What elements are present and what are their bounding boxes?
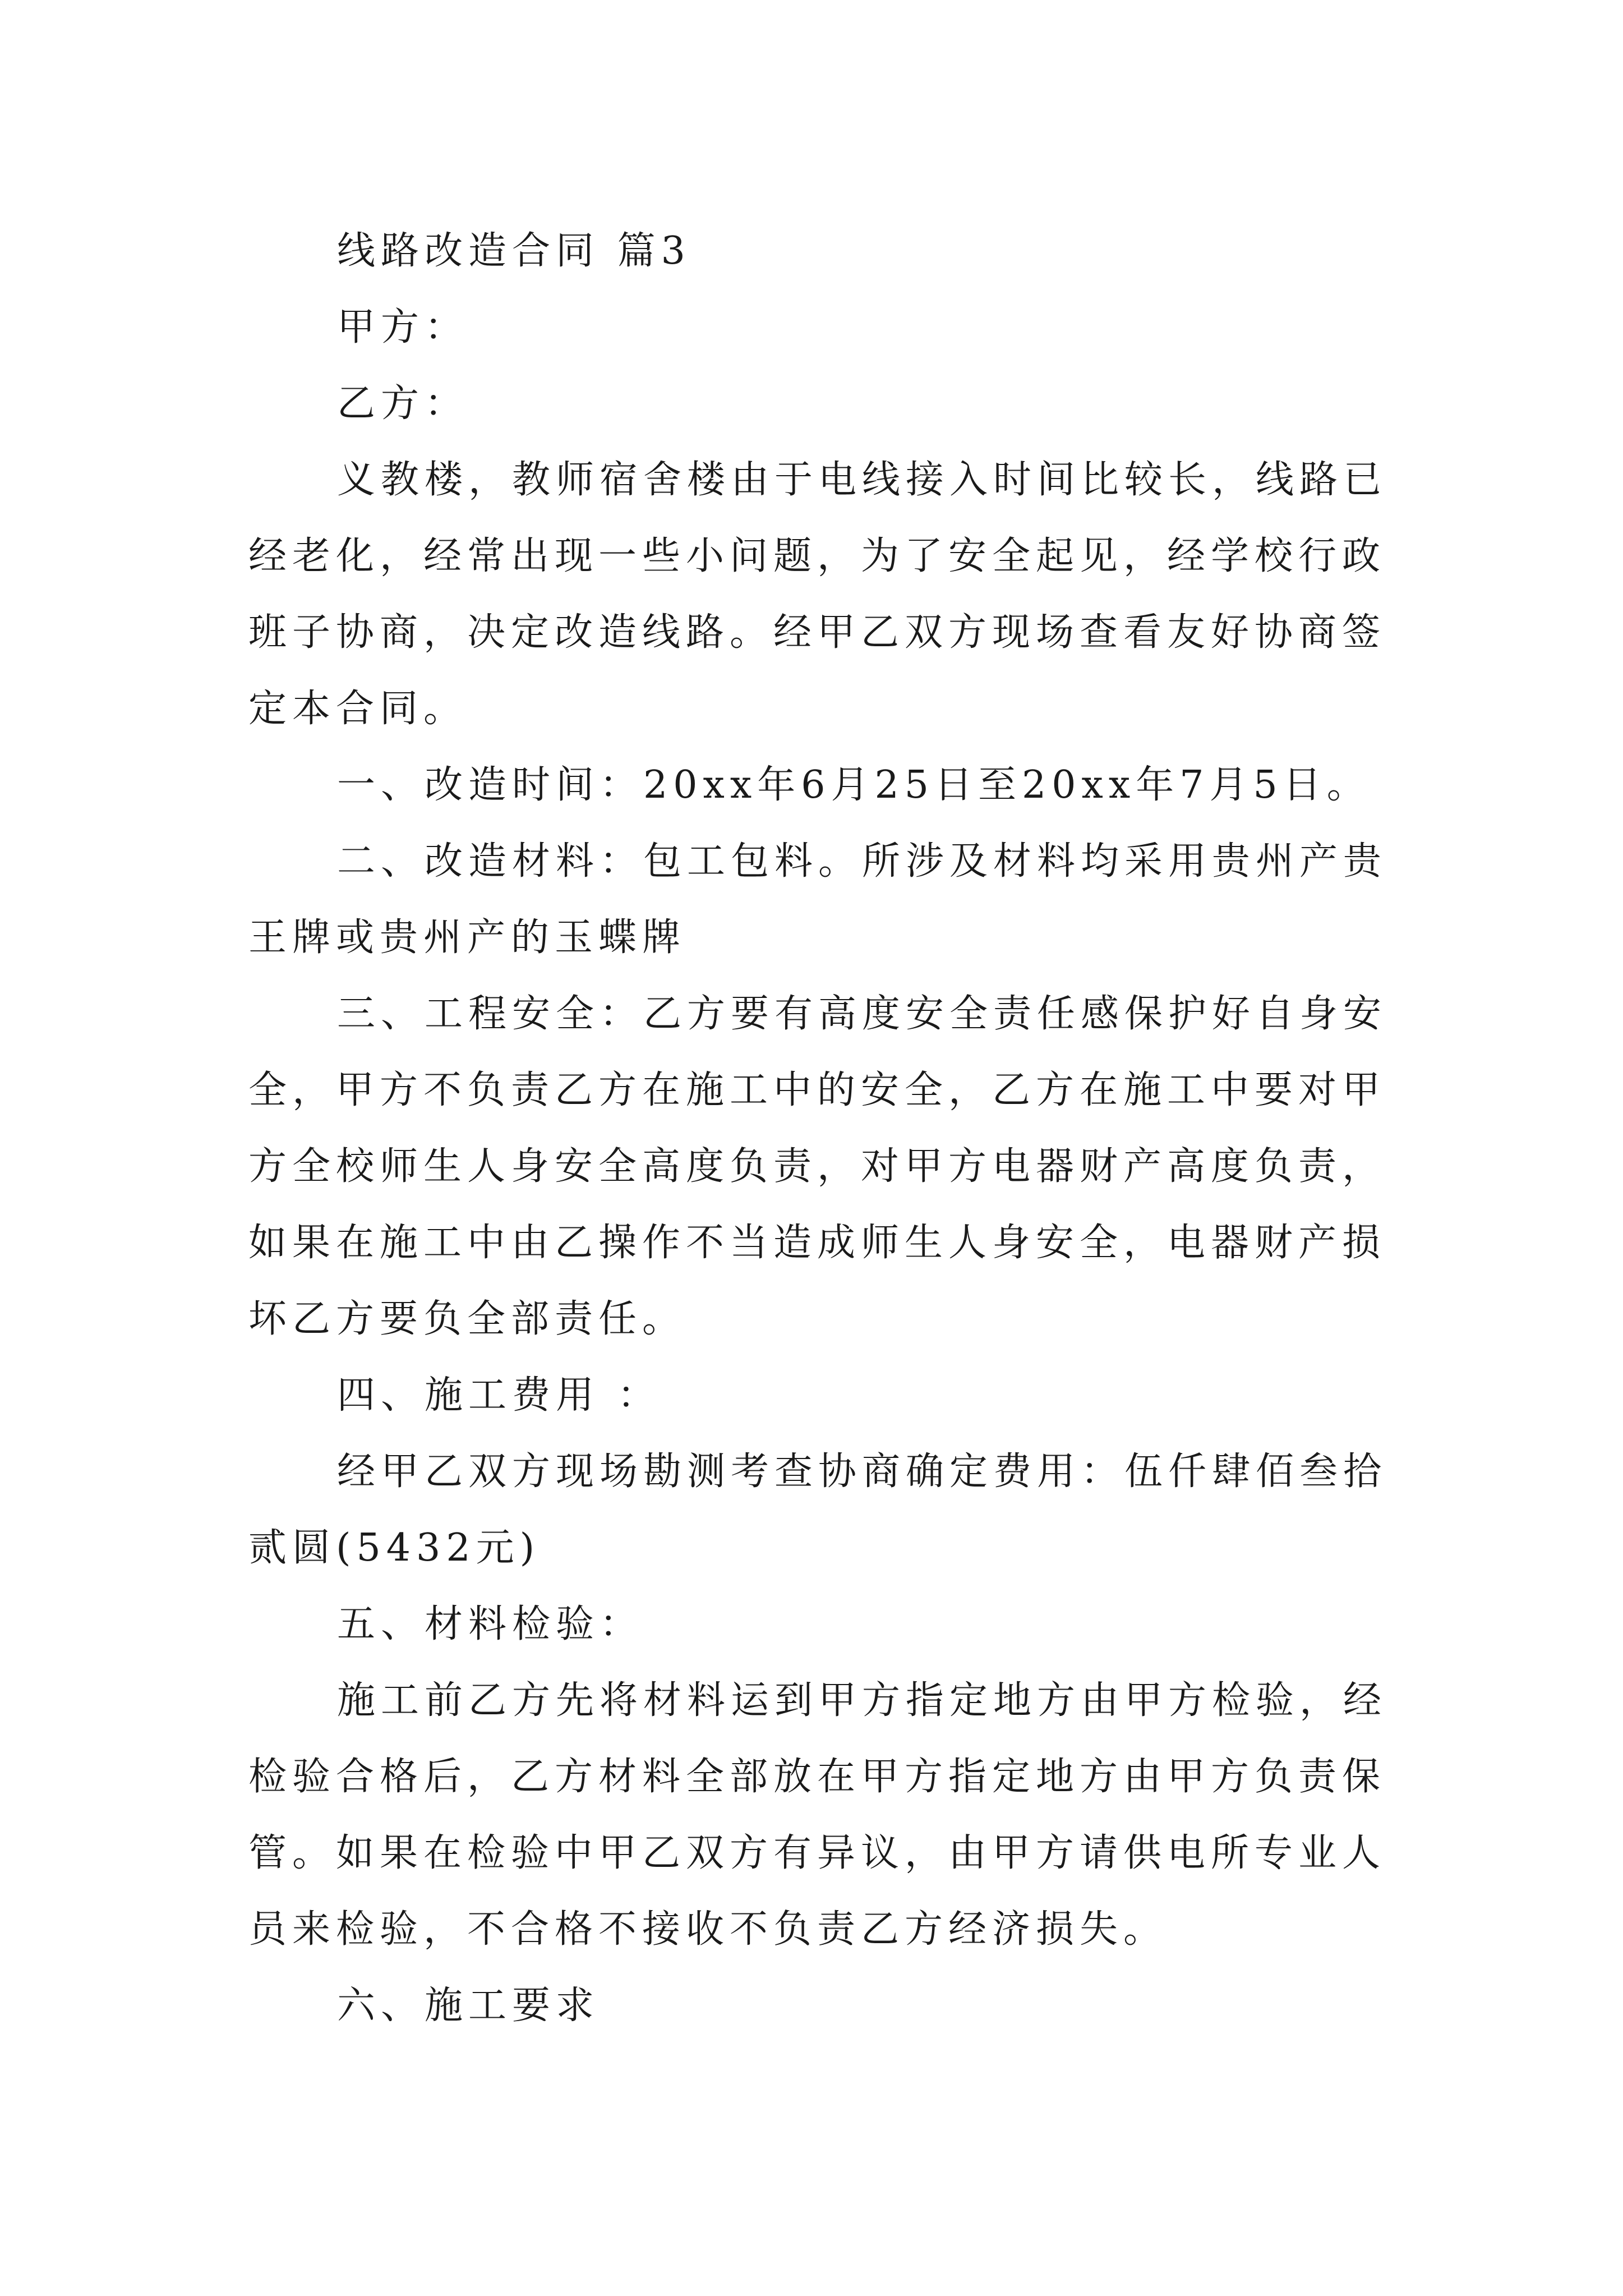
section-inspection-line: 管。如果在检验中甲乙双方有异议，由甲方请供电所专业人 [248,1831,1386,1875]
intro-line: 义教楼，教师宿舍楼由于电线接入时间比较长，线路已 [337,458,1387,502]
section-cost-heading: 四、施工费用 ： [337,1373,661,1418]
section-safety-line: 三、工程安全：乙方要有高度安全责任感保护好自身安 [337,992,1387,1036]
document-title: 线路改造合同 篇3 [337,229,691,273]
section-inspection-line: 员来检验，不合格不接收不负责乙方经济损失。 [248,1907,1168,1952]
section-requirements-heading: 六、施工要求 [337,1984,600,2028]
section-inspection-line: 检验合格后，乙方材料全部放在甲方指定地方由甲方负责保 [248,1755,1386,1799]
section-safety-line: 如果在施工中由乙操作不当造成师生人身安全，电器财产损 [248,1221,1386,1265]
section-renovation-time: 一、改造时间：20xx年6月25日至20xx年7月5日。 [337,763,1371,807]
section-materials-line: 王牌或贵州产的玉蝶牌 [248,915,686,960]
intro-line: 班子协商，决定改造线路。经甲乙双方现场查看友好协商签 [248,610,1386,655]
section-safety-line: 坏乙方要负全部责任。 [248,1297,686,1341]
section-cost-line: 经甲乙双方现场勘测考查协商确定费用：伍仟肆佰叁拾 [337,1450,1387,1494]
section-safety-line: 全，甲方不负责乙方在施工中的安全，乙方在施工中要对甲 [248,1068,1386,1112]
section-safety-line: 方全校师生人身安全高度负责，对甲方电器财产高度负责， [248,1144,1386,1189]
intro-line: 定本合同。 [248,687,468,731]
document-body [248,213,1387,2044]
section-materials-line: 二、改造材料：包工包料。所涉及材料均采用贵州产贵 [337,839,1387,884]
section-inspection-line: 施工前乙方先将材料运到甲方指定地方由甲方检验，经 [337,1678,1387,1723]
party-b-label: 乙方： [337,381,469,426]
section-inspection-heading: 五、材料检验： [337,1602,644,1646]
section-cost-line: 贰圆(5432元) [248,1526,541,1570]
intro-line: 经老化，经常出现一些小问题，为了安全起见，经学校行政 [248,534,1386,578]
party-a-label: 甲方： [337,305,469,349]
